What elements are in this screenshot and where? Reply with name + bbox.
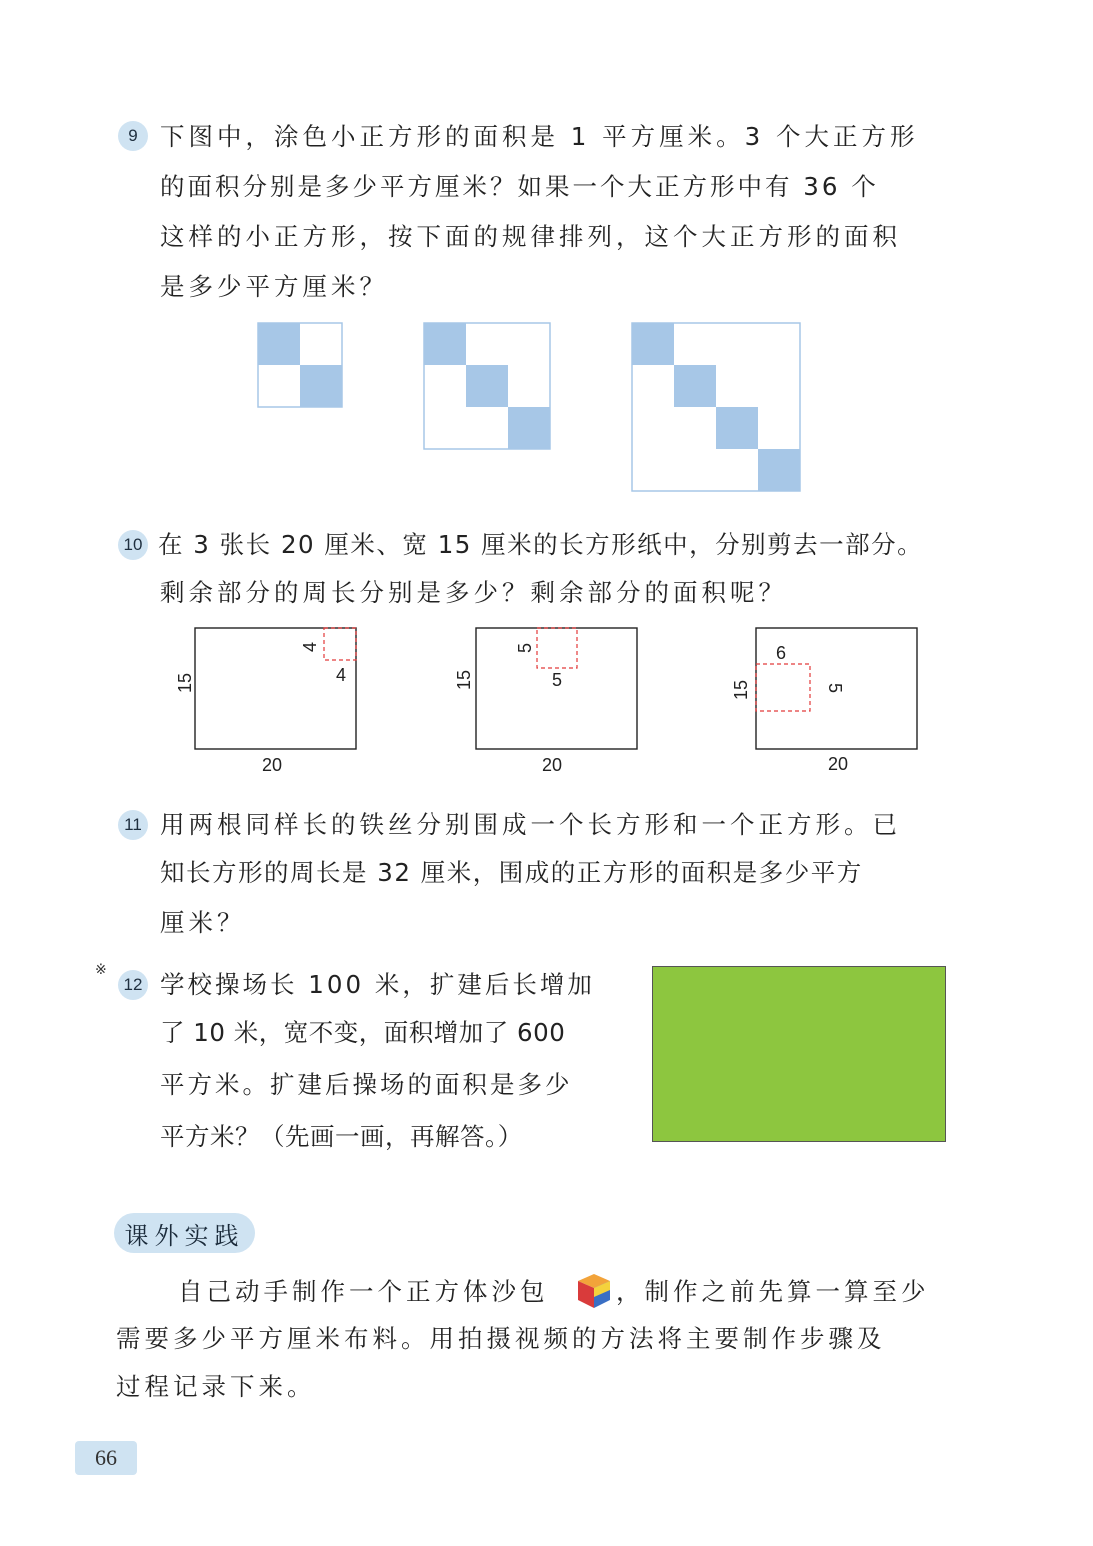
- rectangle-c: [731, 628, 917, 774]
- problem-11-line-1: 用两根同样长的铁丝分别围成一个长方形和一个正方形。已: [160, 810, 901, 839]
- rect-c-height-label: 15: [731, 679, 751, 701]
- rect-a-cut-label-top: 4: [300, 641, 320, 653]
- square-pattern-4x4: [632, 323, 800, 491]
- problem-11-number: 11: [118, 810, 148, 840]
- section-line-3: 过程记录下来。: [116, 1372, 316, 1401]
- rect-b-cut-label-side: 5: [515, 642, 535, 654]
- rect-a-height-label: 15: [175, 672, 195, 694]
- problem-11-line-2: 知长方形的周长是 32 厘米，围成的正方形的面积是多少平方: [160, 858, 863, 887]
- playground-field-image: [652, 966, 946, 1142]
- section-line-1b: ，制作之前先算一算至少: [616, 1277, 930, 1306]
- problem-12-line-3: 平方米。扩建后操场的面积是多少: [160, 1070, 573, 1099]
- problem-9-line-4: 是多少平方厘米？: [160, 272, 388, 301]
- problem-12-number: 12: [118, 970, 148, 1000]
- problem-9-line-1: 下图中，涂色小正方形的面积是 1 平方厘米。3 个大正方形: [160, 122, 919, 151]
- page-number: 66: [75, 1441, 137, 1475]
- cut-rectangles-figure: [170, 620, 940, 780]
- problem-9-number: 9: [118, 121, 148, 151]
- problem-12-line-4: 平方米？（先画一画，再解答。）: [160, 1122, 523, 1151]
- rectangle-b: [454, 628, 637, 775]
- problem-10-line-2: 剩余部分的周长分别是多少？剩余部分的面积呢？: [160, 578, 787, 607]
- section-line-1a: 自己动手制作一个正方体沙包: [178, 1277, 549, 1306]
- rect-a-cut-label-side: 4: [335, 665, 347, 685]
- problem-9-line-2: 的面积分别是多少平方厘米？如果一个大正方形中有 36 个: [160, 172, 879, 201]
- section-line-2: 需要多少平方厘米布料。用拍摄视频的方法将主要制作步骤及: [116, 1324, 886, 1353]
- square-pattern-3x3: [424, 323, 550, 449]
- square-pattern-2x2: [258, 323, 342, 407]
- rect-c-cut-label-top: 6: [775, 643, 787, 663]
- problem-10-number: 10: [118, 530, 148, 560]
- problem-12-line-2: 了 10 米，宽不变，面积增加了 600: [160, 1018, 566, 1047]
- square-pattern-figure: [250, 315, 810, 500]
- section-title: 课外实践: [114, 1213, 255, 1253]
- problem-9-line-3: 这样的小正方形，按下面的规律排列，这个大正方形的面积: [160, 222, 901, 251]
- rect-b-width-label: 20: [541, 755, 563, 775]
- rectangle-a: [175, 628, 356, 775]
- problem-10-line-1: 在 3 张长 20 厘米、宽 15 厘米的长方形纸中，分别剪去一部分。: [158, 530, 924, 559]
- rect-b-cut-label-bottom: 5: [551, 670, 563, 690]
- problem-12-line-1: 学校操场长 100 米，扩建后长增加: [160, 970, 595, 999]
- rect-c-width-label: 20: [827, 754, 849, 774]
- rect-c-cut-label-side: 5: [825, 682, 845, 694]
- rect-b-height-label: 15: [454, 669, 474, 691]
- cube-sandbag-icon: [576, 1272, 612, 1310]
- problem-11-line-3: 厘米？: [160, 908, 246, 937]
- rect-a-width-label: 20: [261, 755, 283, 775]
- optional-marker: ※: [95, 962, 107, 978]
